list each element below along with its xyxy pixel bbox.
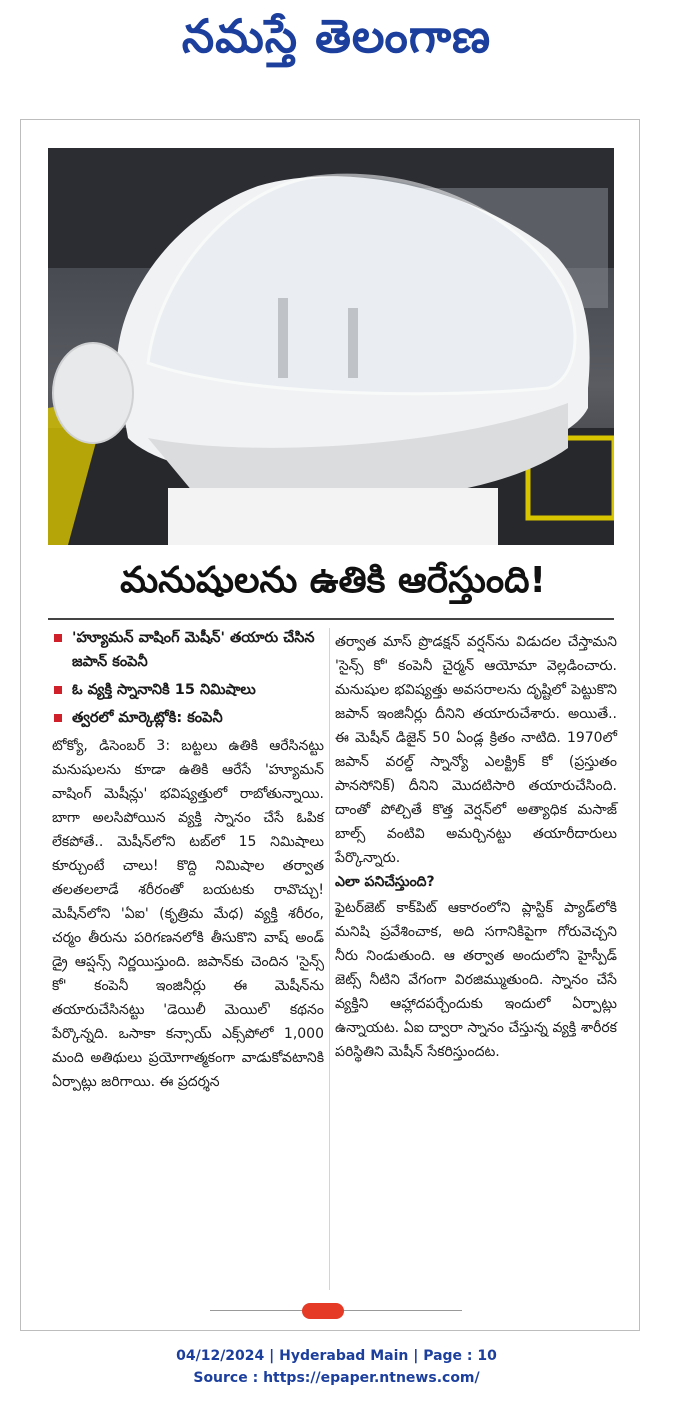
highlight-bullet — [52, 626, 324, 674]
column-separator — [329, 628, 330, 1290]
red-square-icon — [54, 686, 62, 694]
bullet-text: ఓ వ్యక్తి స్నానానికి 15 నిమిషాలు — [72, 682, 256, 698]
highlight-bullet — [52, 678, 324, 702]
red-square-icon — [54, 634, 62, 642]
article-headline — [48, 555, 618, 615]
bullet-text: 'హ్యూమన్ వాషింగ్ మెషీన్' తయారు చేసిన జపాన్ కంపెనీ — [72, 630, 315, 670]
red-square-icon — [54, 714, 62, 722]
left-column — [52, 626, 324, 1094]
article-photo — [48, 148, 614, 545]
newspaper-title: నమస్తే తెలంగాణ — [181, 9, 492, 63]
left-body-text: టోక్యో, డిసెంబర్ 3: బట్టలు ఉతికి ఆరేసినట్టు మనుషులను కూడా ఉతికి ఆరేసే 'హ్యూమన్ వాషింగ్ మెషీన్లు' భవిష్యత్తులో రాబోతున్నాయి. బాగా అలసిపోయిన వ్యక్తి స్నానం చేసే ఓపిక లేకపోతే.. మెషీన్‌లోని టబ్‌లో 15 నిమిషాలు కూర్చుంటే చాలు! కొద్ది నిమిషాల తర్వాత తలతలలాడే శరీరంతో బయటకు రావొచ్చు! మెషీన్‌లోని 'ఏఐ' (కృత్రిమ మేధ) వ్యక్తి శరీరం, చర్మం తీరును పరిగణనలోకి తీసుకొని వాష్ అండ్ డ్రై ఆప్షన్స్ నిర్ణయిస్తుంది. జపాన్‌కు చెందిన 'సైన్స్ కో' కంపెనీ ఇంజినీర్లు ఈ మెషీన్‌ను తయారుచేసినట్టు 'డెయిలీ మెయిల్' కథనం పేర్కొన్నది. ఒసాకా కన్సాయ్ ఎక్స్‌పోలో 1,000 మంది అతిథులు ప్రయోగాత్మకంగా వాడుకోవటానికి ఏర్పాట్లు జరిగాయి. ఈ ప్రదర్శన — [52, 738, 324, 1090]
bullet-text: త్వరలో మార్కెట్లోకి: కంపెనీ — [72, 710, 223, 726]
washing-pod-illustration — [48, 148, 614, 545]
section-subheading: ఎలా పనిచేస్తుంది? — [335, 874, 435, 890]
article-end-marker — [302, 1303, 344, 1319]
masthead — [0, 0, 673, 84]
right-body-text-2: ఫైటర్‌జెట్ కాక్‌పిట్ ఆకారంలోని ప్లాస్టిక్ ప్యాడ్‌లోకి మనిషి ప్రవేశించాక, అది సగానికిపైగా గోరువెచ్చని నీరు నిండుతుంది. ఆ తర్వాత అందులోని హైస్పీడ్ జెట్స్ నీటిని వేగంగా విరజిమ్ముతుంది. స్నానం చేసే వ్యక్తిని ఆహ్లాదపర్చేందుకు ఇందులో ఏర్పాట్లు ఉన్నాయట. ఏఐ ద్వారా స్నానం చేస్తున్న వ్యక్తి శారీరక పరిస్థితిని మెషీన్ సేకరిస్తుందట. — [335, 900, 617, 1060]
right-column — [335, 628, 617, 1064]
right-body-text: తర్వాత మాస్ ప్రొడక్షన్ వర్షన్‌ను విడుదల చేస్తామని 'సైన్స్ కో' కంపెనీ చైర్మన్ ఆయోమా వెల్లడించారు. మనుషుల భవిష్యత్తు అవసరాలను దృష్టిలో పెట్టుకొని జపాన్ ఇంజినీర్లు దీనిని తయారుచేశారు. అయితే.. ఈ మెషీన్ డిజైన్ 50 ఏండ్ల క్రితం నాటిది. 1970లో జపాన్ వరల్డ్ స్నాన్యో ఎలక్ట్రిక్ కో (ప్రస్తుతం పానసోనిక్) దీనిని మొదటిసారి తయారుచేసింది. దాంతో పోల్చితే కొత్త వెర్షన్‌లో అత్యాధిక మసాజ్ బాల్స్ వంటివి అమర్చినట్టు తయారీదారులు పేర్కొన్నారు. — [335, 634, 617, 866]
footer-date-edition: 04/12/2024 | Hyderabad Main | Page : 10 — [176, 1348, 497, 1364]
highlight-bullet — [52, 706, 324, 730]
footer-source: Source : https://epaper.ntnews.com/ — [193, 1370, 480, 1386]
headline-text: మనుషులను ఉతికి ఆరేస్తుంది! — [120, 560, 546, 601]
headline-divider — [48, 618, 614, 620]
